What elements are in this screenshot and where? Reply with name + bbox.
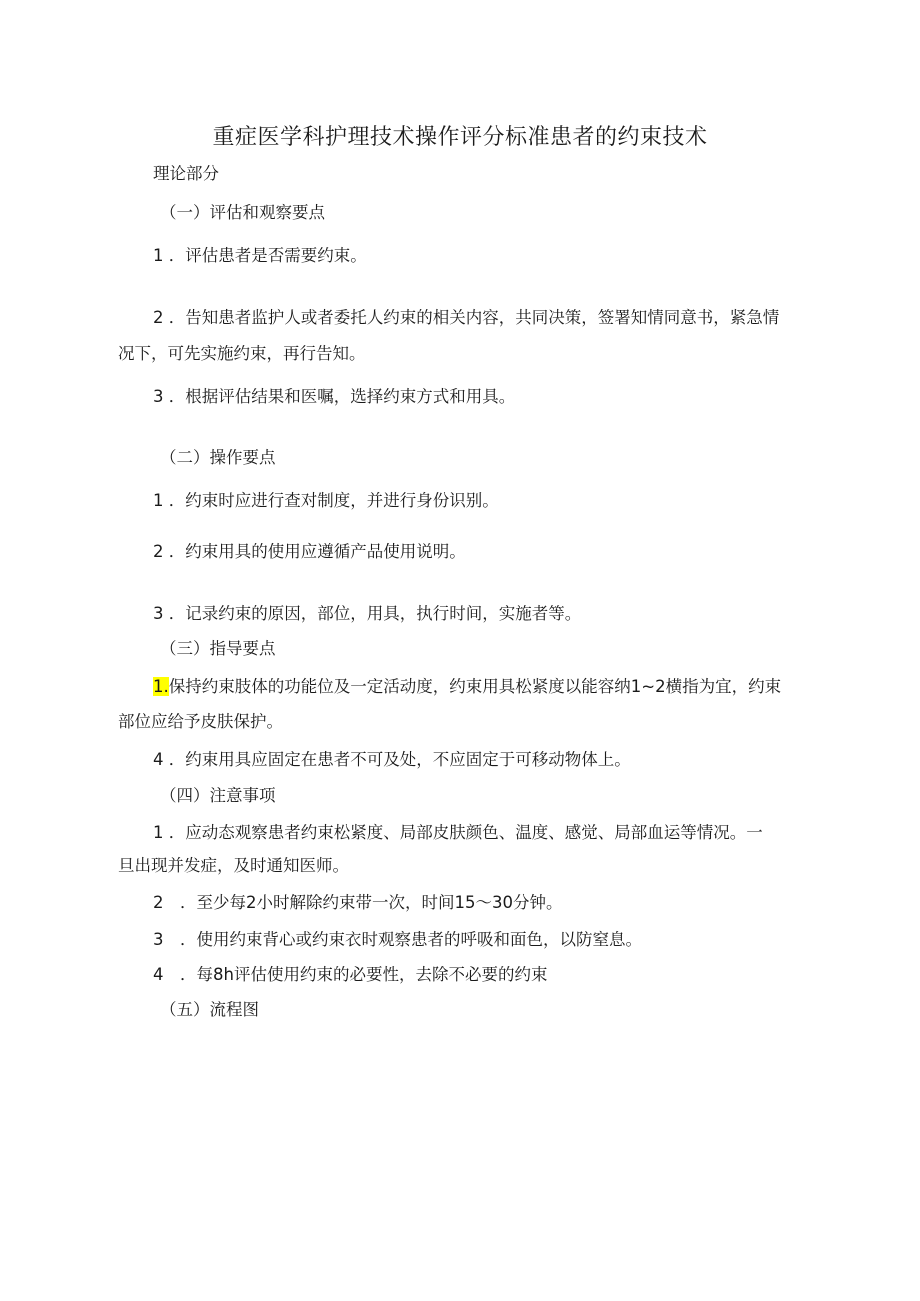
part4-item4: 4 ．每8h评估使用约束的必要性，去除不必要的约束 <box>153 965 548 984</box>
part1-item2-line1: 2 ．告知患者监护人或者委托人约束的相关内容，共同决策，签署知情同意书，紧急情 <box>153 308 780 327</box>
part4-item1-line1: 1 ．应动态观察患者约束松紧度、局部皮肤颜色、温度、感觉、局部血运等情况。一 <box>153 823 763 842</box>
part3-heading: （三）指导要点 <box>160 639 276 658</box>
part1-heading: （一）评估和观察要点 <box>160 203 325 222</box>
section-label: 理论部分 <box>153 164 219 183</box>
part3-item1-line1 <box>153 676 781 698</box>
part3-item1-text: 保持约束肢体的功能位及一定活动度，约束用具松紧度以能容纳1~2横指为宜，约束 <box>168 677 782 696</box>
part4-item3: 3 ．使用约束背心或约束衣时观察患者的呼吸和面色，以防窒息。 <box>153 930 642 949</box>
document-title: 重症医学科护理技术操作评分标准患者的约束技术 <box>212 125 708 150</box>
part1-item3: 3 ．根据评估结果和医嘱，选择约束方式和用具。 <box>153 387 516 406</box>
part4-item2: 2 ．至少每2小时解除约束带一次，时间15～30分钟。 <box>153 893 563 912</box>
part2-item1: 1 ．约束时应进行查对制度，并进行身份识别。 <box>153 491 499 510</box>
part4-heading: （四）注意事项 <box>160 786 276 805</box>
part4-item1-line2: 旦出现并发症，及时通知医师。 <box>118 856 349 875</box>
part1-item2-line2: 况下，可先实施约束，再行告知。 <box>118 344 366 363</box>
part2-heading: （二）操作要点 <box>160 448 276 467</box>
part3-item1-line2: 部位应给予皮肤保护。 <box>118 712 283 731</box>
part1-item1: 1 ．评估患者是否需要约束。 <box>153 246 367 265</box>
part5-heading: （五）流程图 <box>160 1000 259 1019</box>
part2-item3: 3 ．记录约束的原因，部位，用具，执行时间，实施者等。 <box>153 604 582 623</box>
part3-item4: 4 ．约束用具应固定在患者不可及处，不应固定于可移动物体上。 <box>153 750 631 769</box>
part2-item2: 2 ．约束用具的使用应遵循产品使用说明。 <box>153 542 466 561</box>
highlighted-number: 1. <box>153 677 169 696</box>
